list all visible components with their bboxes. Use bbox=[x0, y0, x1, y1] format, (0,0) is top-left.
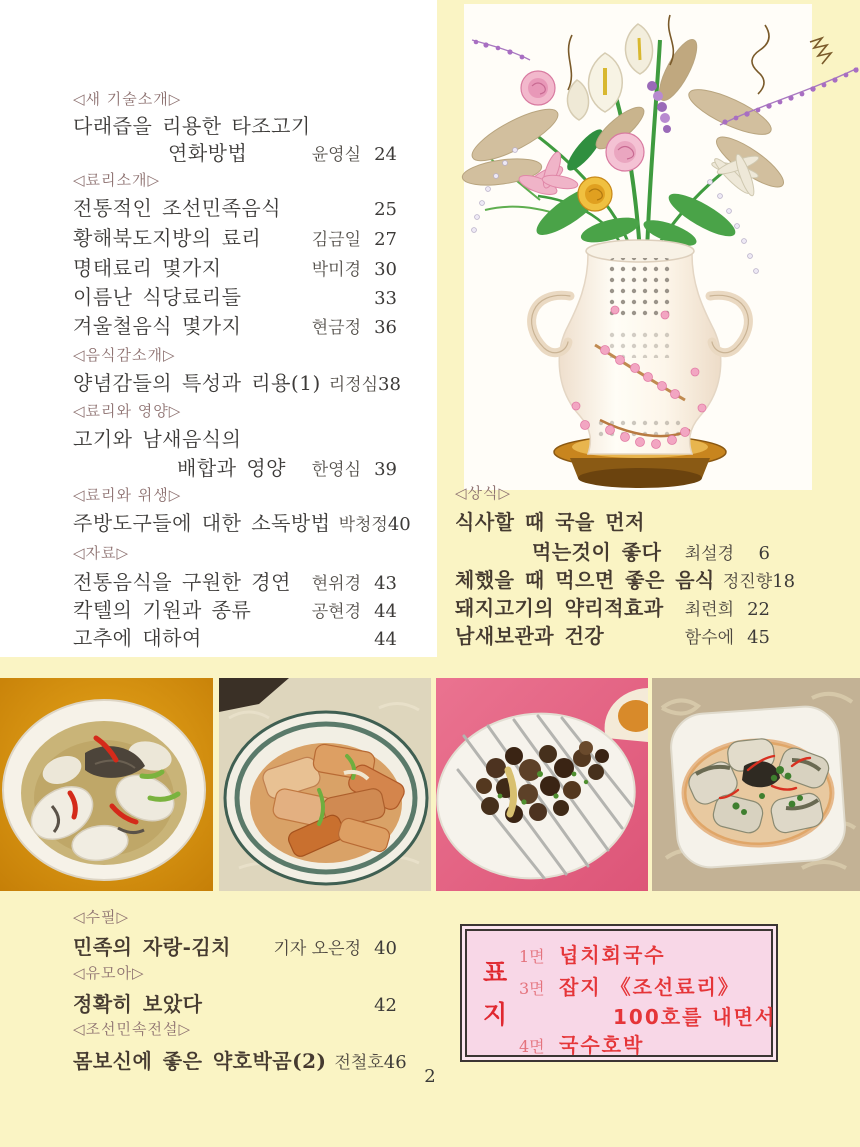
toc-item-page: 43 bbox=[374, 573, 397, 594]
cover-title: 100호를 내면서 bbox=[613, 1005, 777, 1029]
toc-item-title: 식사할 때 국을 먼저 bbox=[455, 510, 645, 534]
toc-item-title: 남새보관과 건강 bbox=[455, 624, 605, 648]
toc-item-title: 돼지고기의 약리적효과 bbox=[455, 596, 664, 620]
cover-page-no: 4면 bbox=[519, 1037, 545, 1056]
toc-item-page: 38 bbox=[378, 374, 401, 395]
toc-item-title: 칵텔의 기원과 종류 bbox=[73, 598, 252, 622]
toc-item-author: 리정심 bbox=[328, 375, 379, 395]
cover-row bbox=[613, 1001, 776, 1030]
cover-row bbox=[467, 971, 740, 1000]
toc-item bbox=[455, 592, 770, 621]
toc-item-page: 6 bbox=[758, 543, 770, 564]
toc-item-title: 고추에 대하여 bbox=[73, 626, 202, 650]
toc-item-author: 함수에 bbox=[684, 628, 734, 648]
toc-item-title: 황해북도지방의 료리 bbox=[73, 226, 262, 250]
toc-item-author: 기자 오은정 bbox=[273, 939, 361, 959]
section-header: ◁수필▷ bbox=[73, 908, 130, 926]
section-header: ◁료리와 위생▷ bbox=[73, 486, 182, 504]
toc-item bbox=[73, 931, 397, 960]
toc-item-title: 민족의 자랑-김치 bbox=[73, 935, 232, 959]
section-header: ◁유모아▷ bbox=[73, 964, 145, 982]
toc-item-page: 30 bbox=[374, 259, 397, 280]
toc-item-title: 연화방법 bbox=[168, 141, 248, 165]
section-header: ◁상식▷ bbox=[455, 484, 512, 502]
toc-item-author: 현위경 bbox=[311, 574, 361, 594]
toc-item-page: 22 bbox=[747, 599, 770, 620]
toc-item-author: 공현경 bbox=[311, 602, 361, 622]
cover-info-box-inner bbox=[465, 929, 777, 1057]
cover-title: 잡지 《조선료리》 bbox=[559, 975, 740, 999]
toc-item-title: 몸보신에 좋은 약호박곰(2) bbox=[73, 1049, 327, 1073]
toc-item-title: 고기와 남새음식의 bbox=[73, 427, 242, 451]
toc-item-title: 이름난 식당료리들 bbox=[73, 285, 242, 309]
toc-item-author: 윤영실 bbox=[311, 145, 361, 165]
toc-item-title: 정확히 보았다 bbox=[73, 992, 203, 1016]
toc-item-title: 체했을 때 먹으면 좋은 음식 bbox=[455, 568, 715, 592]
toc-item-title: 전통음식을 구원한 경연 bbox=[73, 570, 291, 594]
cover-info-box bbox=[460, 924, 778, 1062]
toc-item-title: 먹는것이 좋다 bbox=[532, 540, 662, 564]
toc-item-page: 25 bbox=[374, 199, 397, 220]
toc-item-page: 46 bbox=[383, 1052, 407, 1073]
toc-item-line2 bbox=[455, 536, 770, 565]
steamed-fish-illustration bbox=[652, 678, 860, 891]
toc-item-title: 다래즙을 리용한 타조고기 bbox=[73, 114, 311, 138]
cover-label-top: 표 bbox=[483, 958, 508, 987]
toc-item-page: 27 bbox=[374, 229, 397, 250]
toc-item bbox=[455, 620, 770, 649]
toc-item-page: 45 bbox=[747, 627, 770, 648]
toc-item-title: 겨울철음식 몇가지 bbox=[73, 314, 242, 338]
toc-item-author: 전철호 bbox=[334, 1053, 384, 1073]
toc-item bbox=[455, 564, 796, 593]
toc-item-author: 박청정 bbox=[338, 515, 388, 535]
toc-item-page: 33 bbox=[374, 288, 397, 309]
toc-item-page: 40 bbox=[374, 938, 397, 959]
toc-item-author: 최련희 bbox=[684, 600, 734, 620]
section-header: ◁새 기술소개▷ bbox=[73, 90, 182, 108]
section-header: ◁료리와 영양▷ bbox=[73, 402, 182, 420]
section-header: ◁음식감소개▷ bbox=[73, 346, 176, 364]
section-header: ◁자료▷ bbox=[73, 544, 130, 562]
toc-item-page: 40 bbox=[387, 514, 411, 535]
section-header: ◁조선민속전설▷ bbox=[73, 1020, 192, 1038]
toc-item bbox=[73, 988, 397, 1017]
cover-label-bottom: 지 bbox=[483, 1000, 508, 1029]
toc-item-title: 주방도구들에 대한 소독방법 bbox=[73, 511, 331, 535]
toc-item-page: 36 bbox=[374, 317, 397, 338]
cover-page-no: 1면 bbox=[519, 947, 545, 966]
toc-item-page: 24 bbox=[374, 144, 397, 165]
toc-item-page: 39 bbox=[374, 459, 397, 480]
cover-title: 넙치회국수 bbox=[559, 943, 666, 967]
toc-item-title: 전통적인 조선민족음식 bbox=[73, 196, 282, 220]
meat-skewers-photo bbox=[436, 678, 648, 891]
toc-item-title: 양념감들의 특성과 리용(1) bbox=[73, 371, 321, 395]
toc-bottom-column bbox=[73, 0, 407, 1147]
meat-skewers-illustration bbox=[436, 678, 648, 891]
toc-item-author: 한영심 bbox=[311, 460, 361, 480]
toc-item-author: 현금정 bbox=[311, 318, 361, 338]
toc-item-title: 명태료리 몇가지 bbox=[73, 256, 222, 280]
toc-right-column bbox=[455, 0, 796, 660]
toc-item-page: 42 bbox=[374, 995, 397, 1016]
toc-item-author: 정진향 bbox=[722, 572, 773, 592]
page-number: 2 bbox=[424, 1066, 436, 1087]
cover-title: 국수호박 bbox=[559, 1033, 645, 1057]
cover-row bbox=[467, 1029, 644, 1058]
toc-item-author: 박미경 bbox=[311, 260, 361, 280]
steamed-fish-photo bbox=[652, 678, 860, 891]
section-header: ◁료리소개▷ bbox=[73, 171, 161, 189]
toc-item-page: 44 bbox=[374, 601, 397, 622]
toc-item-author: 김금일 bbox=[311, 230, 361, 250]
toc-item-page: 18 bbox=[772, 571, 796, 592]
toc-item-page: 44 bbox=[374, 629, 397, 650]
toc-item-title: 배합과 영양 bbox=[177, 456, 286, 480]
toc-item-author: 최설경 bbox=[684, 544, 734, 564]
cover-page-no: 3면 bbox=[519, 979, 545, 998]
toc-item bbox=[455, 506, 770, 535]
cover-row bbox=[467, 939, 666, 968]
